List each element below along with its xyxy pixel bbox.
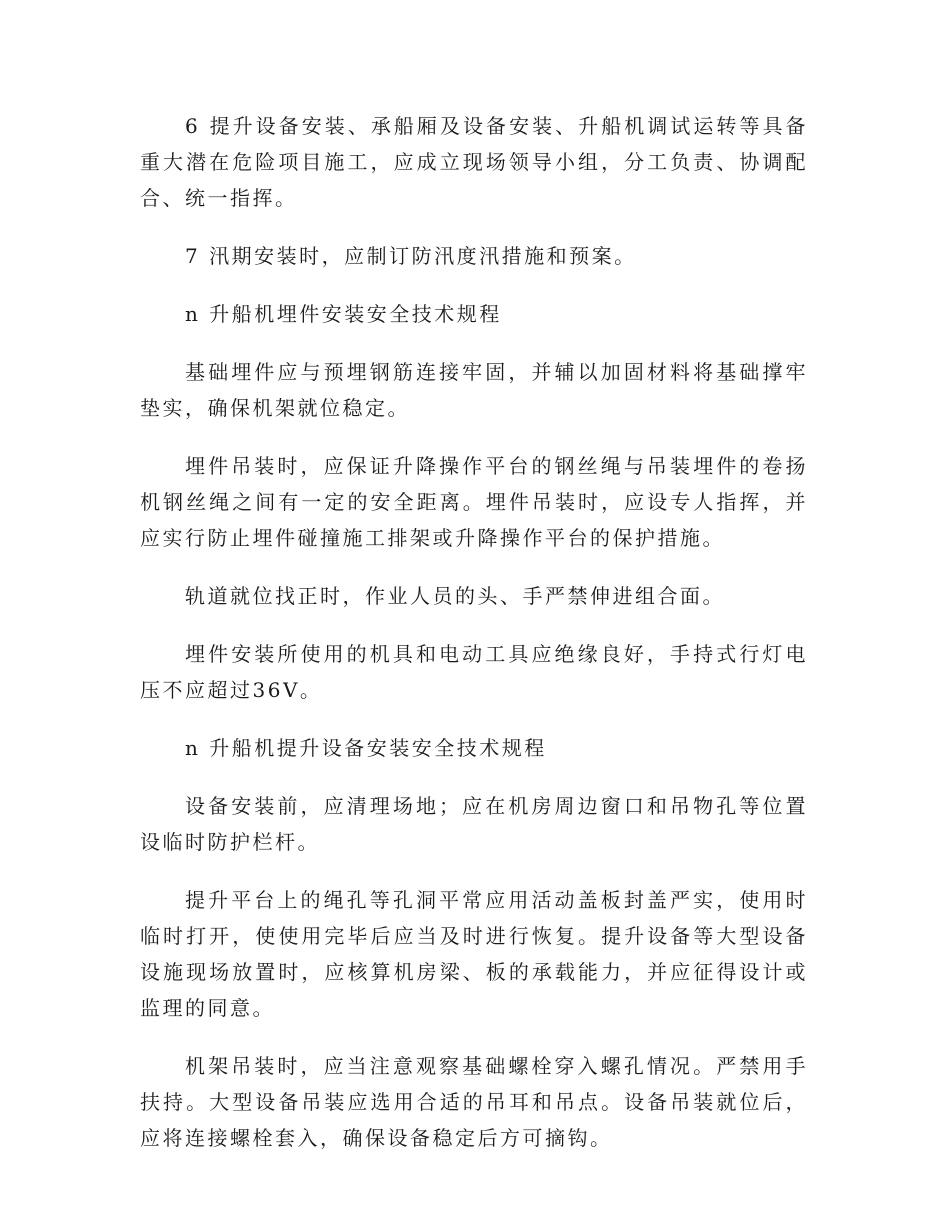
document-body: [140, 108, 808, 1178]
section-heading-hoisting-equipment: n 升船机提升设备安装安全技术规程: [185, 736, 547, 760]
paragraph: 轨道就位找正时，作业人员的头、手严禁伸进组合面。: [185, 584, 725, 608]
paragraph: 基础埋件应与预埋钢筋连接牢固，并辅以加固材料将基础撑牢垫实，确保机架就位稳定。: [140, 360, 808, 420]
paragraph-item-6: 6 提升设备安装、承船厢及设备安装、升船机调试运转等具备重大潜在危险项目施工，应成立现场领导小组，分工负责、协调配合、统一指挥。: [140, 114, 808, 210]
paragraph-item-7: 7 汛期安装时，应制订防汛度汛措施和预案。: [185, 244, 637, 268]
paragraph: 设备安装前，应清理场地；应在机房周边窗口和吊物孔等位置设临时防护栏杆。: [140, 794, 808, 854]
paragraph: 埋件吊装时，应保证升降操作平台的钢丝绳与吊装埋件的卷扬机钢丝绳之间有一定的安全距离。埋件吊装时，应设专人指挥，并应实行防止埋件碰撞施工排架或升降操作平台的保护措施。: [140, 454, 808, 550]
section-heading-embedded-parts: n 升船机埋件安装安全技术规程: [185, 302, 502, 326]
paragraph: 提升平台上的绳孔等孔洞平常应用活动盖板封盖严实，使用时临时打开，使使用完毕后应当及时进行恢复。提升设备等大型设备设施现场放置时，应核算机房梁、板的承载能力，并应征得设计或监理的同意。: [140, 888, 808, 1020]
paragraph: 埋件安装所使用的机具和电动工具应绝缘良好，手持式行灯电压不应超过36V。: [140, 642, 808, 702]
paragraph: 机架吊装时，应当注意观察基础螺栓穿入螺孔情况。严禁用手扶持。大型设备吊装应选用合适的吊耳和吊点。设备吊装就位后，应将连接螺栓套入，确保设备稳定后方可摘钩。: [140, 1054, 808, 1150]
